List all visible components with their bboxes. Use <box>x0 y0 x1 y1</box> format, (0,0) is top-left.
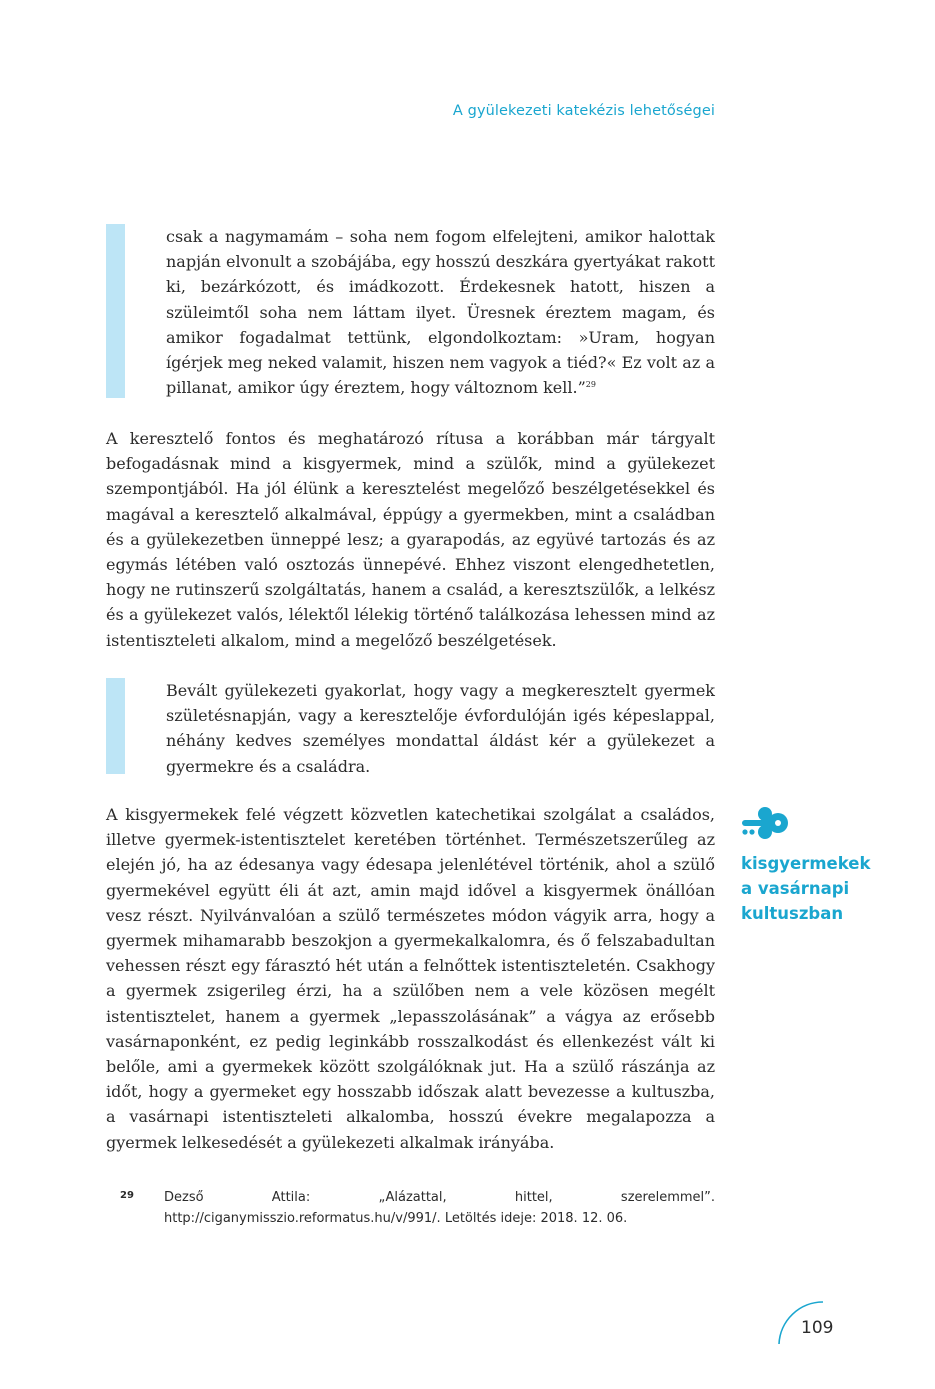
key-icon <box>741 805 793 841</box>
page-number: 109 <box>801 1318 834 1338</box>
body-paragraph-1: A keresztelő fontos és meghatározó rítusa a korábban már tárgyalt befogadásnak mind a kisgyermek, mind a szülők, mind a gyülekezet szempontjából. Ha jól élünk a keresztelést megelőző beszélgetésekkel és magával a keresztelő alkalmával, éppúgy a gyermekben, mint a családban és a gyülekezetben ünneppé lesz; a gyarapodás, az együvé tartozás és az egymás létében való osztozás ünnepévé. Ehhez viszont elengedhetetlen, hogy ne rutinszerű szolgáltatás, hanem a család, a keresztszülők, a lelkész és a gyülekezet valós, lélektől lélekig történő találkozása lehessen mind az istentiszteleti alkalom, mind a megelőző beszélgetések. <box>106 429 715 650</box>
side-note-line-2: a vasárnapi <box>741 879 850 898</box>
quote-block-2 <box>106 678 715 779</box>
footnote-number: 29 <box>120 1190 134 1201</box>
quote-text-content: csak a nagymamám – soha nem fogom elfelejteni, amikor halottak napján elvonult a szobájába, egy hosszú deszkára gyertyákat rakott ki, bezárkózott, és imádkozott. Érdekesnek hatott, hiszen a szüleimtől soha nem láttam ilyet. Üresnek éreztem magam, és amikor fogadalmat tettünk, elgondolkoztam: »Uram, hogyan ígérjek meg neked valamit, hiszen nem vagyok a tiéd?« Ez volt az a pillanat, amikor úgy éreztem, hogy változnom kell.” <box>166 227 716 398</box>
side-note-line-1: kisgyermekek <box>741 854 871 873</box>
side-note-line-3: kultuszban <box>741 904 844 923</box>
quote-block-1 <box>106 224 715 400</box>
body-paragraph-2: A kisgyermekek felé végzett közvetlen katechetikai szolgálat a családos, illetve gyermek-istentisztelet keretében történhet. Természetszerűleg az elején jó, ha az édesanya vagy édesapa jelenlétével történik, ahol a szülő gyermekével együtt éli át azt, amin majd idővel a kisgyermek önállóan vesz részt. Nyilvánvalóan a szülő természetes módon vágyik arra, hogy a gyermek mihamarabb beszokjon a gyermekalkalomra, és ő felszabadultan vehessen részt egy fárasztó hét után a felnőttek istentiszteletén. Csakhogy a gyermek zsigerileg érzi, ha a szülőben nem a vele közösen megélt istentisztelet, hanem a gyermek „lepasszolásának” a vágya az erősebb vasárnaponként, ez pedig leginkább rosszalkodást és ellenkezést vált ki belőle, ami a gyermekek között szolgálóknak jut. Ha a szülő rászánja az időt, hogy a gyermeket egy hosszabb időszak alatt bevezesse a kultuszba, a vasárnapi istentiszteleti alkalomba, hosszú évekre megalapozza a gyermek lelkesedését a gyülekezeti alkalmak irányába. <box>106 805 715 1152</box>
side-note <box>741 805 901 926</box>
quote-text <box>166 224 715 400</box>
running-header: A gyülekezeti katekézis lehetőségei <box>452 103 715 119</box>
quote-bar <box>106 224 125 398</box>
quote-bar <box>106 678 125 774</box>
footnote <box>120 1187 715 1229</box>
footnote-text: Dezső Attila: „Alázattal, hittel, szerelemmel”. http://ciganymisszio.reformatus.hu/v/991/. Letöltés ideje: 2018. 12. 06. <box>164 1190 715 1226</box>
footnote-reference: 29 <box>585 380 596 390</box>
quote-text: Bevált gyülekezeti gyakorlat, hogy vagy a megkeresztelt gyermek születésnapján, vagy a keresztelője évfordulóján igés képeslappal, néhány kedves személyes mondattal áldást kér a gyülekezet a gyermekre és a családra. <box>166 681 715 776</box>
